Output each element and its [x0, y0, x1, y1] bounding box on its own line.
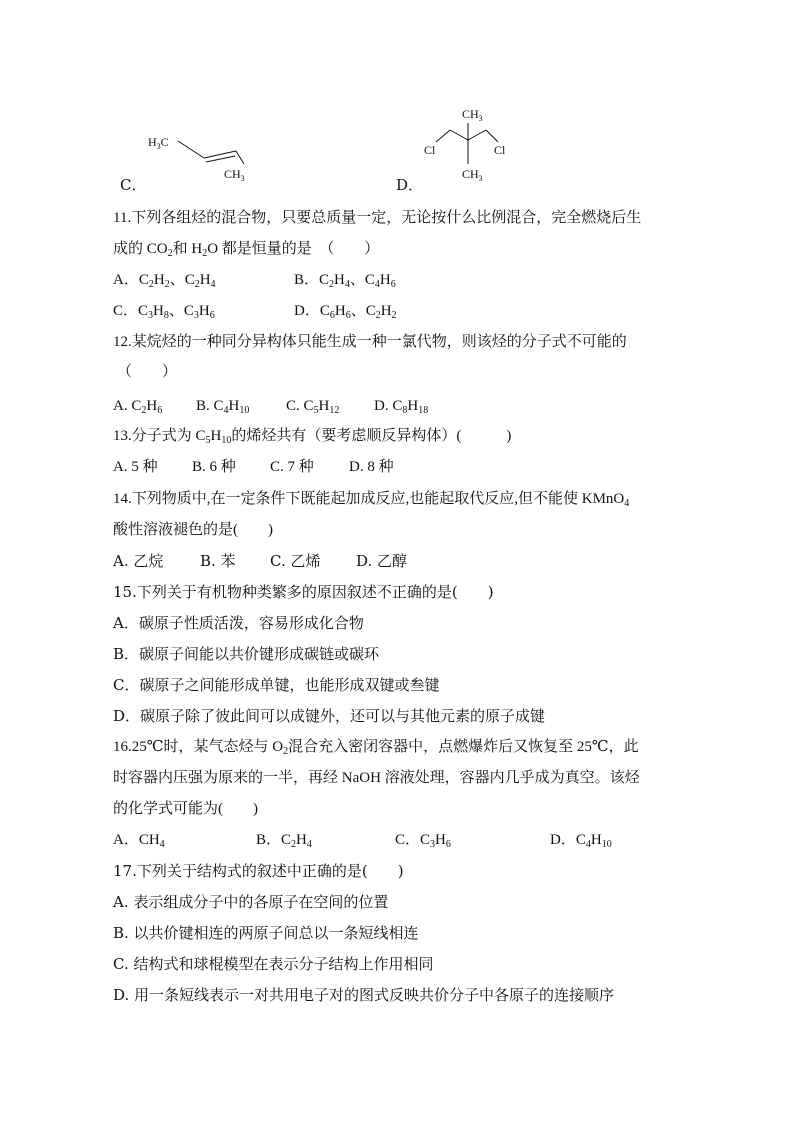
q16-option-d: D．$C_4H_{10}$: [550, 832, 612, 850]
q16-option-a: A．$CH_4$: [113, 832, 165, 850]
q13-option-b: B. 6 种: [192, 459, 236, 475]
q17-option-d: D. 用一条短线表示一对共用电子对的图式反映共价分子中各原子的连接顺序: [113, 986, 615, 1004]
q12-stem-line1: 12.某烷烃的一种同分异构体只能生成一种一氯代物，则该烃的分子式不可能的: [113, 334, 627, 350]
q11-option-a: A．$C_2H_2$、$C_2H_4$: [113, 272, 216, 290]
q17-option-c: C. 结构式和球棍模型在表示分子结构上作用相同: [113, 955, 434, 973]
structure-d-cl-left: Cl: [424, 143, 436, 157]
q14-option-b: B. 苯: [200, 552, 236, 570]
structure-d-bond-left-2: [436, 130, 450, 142]
q15-option-d: D．碳原子除了彼此间可以成键外，还可以与其他元素的原子成键: [113, 707, 546, 725]
q14-option-d: D. 乙醇: [356, 552, 408, 570]
q17-stem-line1: 17.下列关于结构式的叙述中正确的是( ): [113, 862, 404, 880]
structure-d-bond-left-1: [450, 130, 468, 140]
q11-option-d: D．$C_6H_6$、$C_2H_2$: [294, 303, 397, 321]
q15-option-a: A．碳原子性质活泼，容易形成化合物: [113, 614, 364, 632]
q14-option-c: C. 乙烯: [270, 552, 321, 570]
q16-option-c: C．$C_3H_6$: [395, 832, 451, 850]
structure-c-h3c: $H_3C$: [148, 135, 169, 151]
q13-option-a: A. 5 种: [113, 459, 158, 475]
q11-option-b: B．$C_2H_4$、$C_4H_6$: [294, 272, 396, 290]
q12-option-b: B. $C_4H_{10}$: [196, 398, 250, 416]
structure-d-bond-right-2: [486, 130, 498, 142]
structure-c-ch3: $CH_3$: [224, 167, 245, 183]
structure-c-label: C．: [120, 176, 147, 194]
structure-c-bond-1: [178, 141, 204, 158]
q14-stem-line2: 酸性溶液褪色的是( ): [113, 522, 273, 538]
q11-stem-line2: 成的 $CO_2$和 $H_2O$ 都是恒量的是 （ ）: [113, 241, 380, 259]
q11-stem-line1: 11.下列各组烃的混合物，只要总质量一定，无论按什么比例混合，完全燃烧后生: [113, 210, 642, 226]
q15-stem-line1: 15.下列关于有机物种类繁多的原因叙述不正确的是( ): [113, 583, 494, 601]
q14-stem-line1: 14.下列物质中,在一定条件下既能起加成反应,也能起取代反应,但不能使 KMnO$_4$: [113, 491, 630, 509]
structure-c-diagram: [140, 128, 260, 188]
structure-c-bond-3: [236, 151, 244, 164]
q13-option-d: D. 8 种: [349, 459, 394, 475]
q13-option-c: C. 7 种: [270, 459, 314, 475]
q12-option-a: A. $C_2H_6$: [113, 398, 163, 416]
structure-d-bond-right-1: [468, 130, 486, 140]
structure-d-label: D．: [396, 176, 424, 194]
q17-option-a: A. 表示组成分子中的各原子在空间的位置: [113, 893, 389, 911]
q16-stem-line1: 16.25℃时，某气态烃与 $O_2$混合充入密闭容器中，点燃爆炸后又恢复至 25℃，此: [113, 739, 639, 757]
q13-stem-line1: 13.分子式为 $C_5H_{10}$的烯烃共有（要考虑顺反异构体）( ): [113, 428, 512, 446]
q15-option-c: C．碳原子之间能形成单键，也能形成双键或叁键: [113, 676, 440, 694]
structure-d-cl-right: Cl: [494, 143, 506, 157]
structure-d-ch3-bottom: $CH_3$: [462, 167, 483, 183]
q11-option-c: C．$C_3H_8$、$C_3H_6$: [113, 303, 215, 321]
q16-option-b: B．$C_2H_4$: [256, 832, 312, 850]
structure-d-ch3-top: $CH_3$: [462, 107, 483, 123]
q12-stem-line2: （ ）: [117, 364, 178, 380]
q14-option-a: A. 乙烷: [113, 552, 164, 570]
q16-stem-line3: 的化学式可能为( ): [113, 801, 258, 817]
q12-option-d: D. $C_8H_{18}$: [374, 398, 429, 416]
q15-option-b: B．碳原子间能以共价键形成碳链或碳环: [113, 645, 380, 663]
structure-d-diagram: [418, 104, 528, 184]
q17-option-b: B. 以共价键相连的两原子间总以一条短线相连: [113, 924, 419, 942]
q16-stem-line2: 时容器内压强为原来的一半，再经 NaOH 溶液处理，容器内几乎成为真空。该烃: [113, 770, 640, 786]
q12-option-c: C. $C_5H_{12}$: [286, 398, 340, 416]
